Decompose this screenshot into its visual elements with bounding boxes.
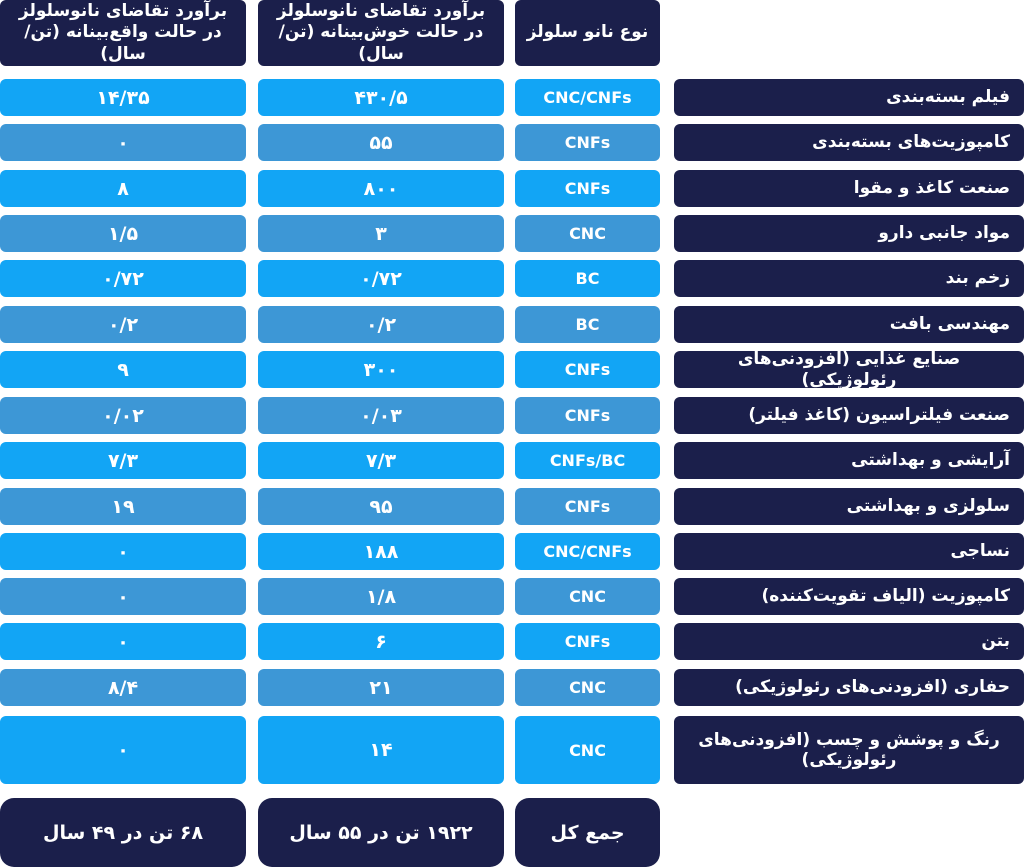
realistic-cell: ۱۹: [0, 488, 246, 525]
type-cell: CNFs: [515, 124, 660, 161]
optimistic-cell: ۰/۷۲: [258, 260, 504, 297]
type-cell: CNC: [515, 669, 660, 706]
optimistic-cell: ۵۵: [258, 124, 504, 161]
type-cell: CNC: [515, 578, 660, 615]
realistic-cell: ۰/۰۲: [0, 397, 246, 434]
category-label: رنگ و پوشش و چسب (افزودنی‌های رئولوژیکی): [674, 716, 1024, 784]
header-realistic: برآورد تقاضای نانوسلولز در حالت واقع‌بینانه (تن/سال): [0, 0, 246, 66]
category-label: صنایع غذایی (افزودنی‌های رئولوژیکی): [674, 351, 1024, 388]
optimistic-cell: ۰/۲: [258, 306, 504, 343]
category-label: زخم بند: [674, 260, 1024, 297]
type-cell: CNC: [515, 716, 660, 784]
optimistic-cell: ۳۰۰: [258, 351, 504, 388]
header-optimistic: برآورد تقاضای نانوسلولز در حالت خوش‌بینانه (تن/سال): [258, 0, 504, 66]
optimistic-cell: ۶: [258, 623, 504, 660]
optimistic-cell: ۸۰۰: [258, 170, 504, 207]
header-type: نوع نانو سلولز: [515, 0, 660, 66]
realistic-cell: ۰: [0, 124, 246, 161]
category-label: مهندسی بافت: [674, 306, 1024, 343]
realistic-cell: ۰/۷۲: [0, 260, 246, 297]
total-realistic: ۶۸ تن در ۴۹ سال: [0, 798, 246, 867]
category-label: بتن: [674, 623, 1024, 660]
optimistic-cell: ۷/۳: [258, 442, 504, 479]
optimistic-cell: ۴۳۰/۵: [258, 79, 504, 116]
type-cell: CNFs: [515, 488, 660, 525]
category-label: نساجی: [674, 533, 1024, 570]
type-cell: BC: [515, 260, 660, 297]
category-label: صنعت فیلتراسیون (کاغذ فیلتر): [674, 397, 1024, 434]
type-cell: CNFs: [515, 351, 660, 388]
type-cell: CNFs/BC: [515, 442, 660, 479]
optimistic-cell: ۰/۰۳: [258, 397, 504, 434]
type-cell: CNC/CNFs: [515, 79, 660, 116]
optimistic-cell: ۱/۸: [258, 578, 504, 615]
type-cell: CNFs: [515, 623, 660, 660]
category-label: فیلم بسته‌بندی: [674, 79, 1024, 116]
realistic-cell: ۰: [0, 716, 246, 784]
optimistic-cell: ۱۸۸: [258, 533, 504, 570]
type-cell: CNFs: [515, 397, 660, 434]
type-cell: CNC: [515, 215, 660, 252]
type-cell: CNFs: [515, 170, 660, 207]
optimistic-cell: ۳: [258, 215, 504, 252]
realistic-cell: ۰: [0, 578, 246, 615]
realistic-cell: ۰: [0, 623, 246, 660]
total-label: جمع کل: [515, 798, 660, 867]
type-cell: BC: [515, 306, 660, 343]
total-optimistic: ۱۹۲۲ تن در ۵۵ سال: [258, 798, 504, 867]
realistic-cell: ۱/۵: [0, 215, 246, 252]
category-label: کامپوزیت (الیاف تقویت‌کننده): [674, 578, 1024, 615]
optimistic-cell: ۹۵: [258, 488, 504, 525]
category-label: حفاری (افزودنی‌های رئولوژیکی): [674, 669, 1024, 706]
category-label: صنعت کاغذ و مقوا: [674, 170, 1024, 207]
category-label: سلولزی و بهداشتی: [674, 488, 1024, 525]
optimistic-cell: ۲۱: [258, 669, 504, 706]
realistic-cell: ۸/۴: [0, 669, 246, 706]
realistic-cell: ۰/۲: [0, 306, 246, 343]
category-label: کامپوزیت‌های بسته‌بندی: [674, 124, 1024, 161]
realistic-cell: ۰: [0, 533, 246, 570]
category-label: آرایشی و بهداشتی: [674, 442, 1024, 479]
type-cell: CNC/CNFs: [515, 533, 660, 570]
realistic-cell: ۹: [0, 351, 246, 388]
realistic-cell: ۸: [0, 170, 246, 207]
optimistic-cell: ۱۴: [258, 716, 504, 784]
realistic-cell: ۷/۳: [0, 442, 246, 479]
category-label: مواد جانبی دارو: [674, 215, 1024, 252]
realistic-cell: ۱۴/۳۵: [0, 79, 246, 116]
